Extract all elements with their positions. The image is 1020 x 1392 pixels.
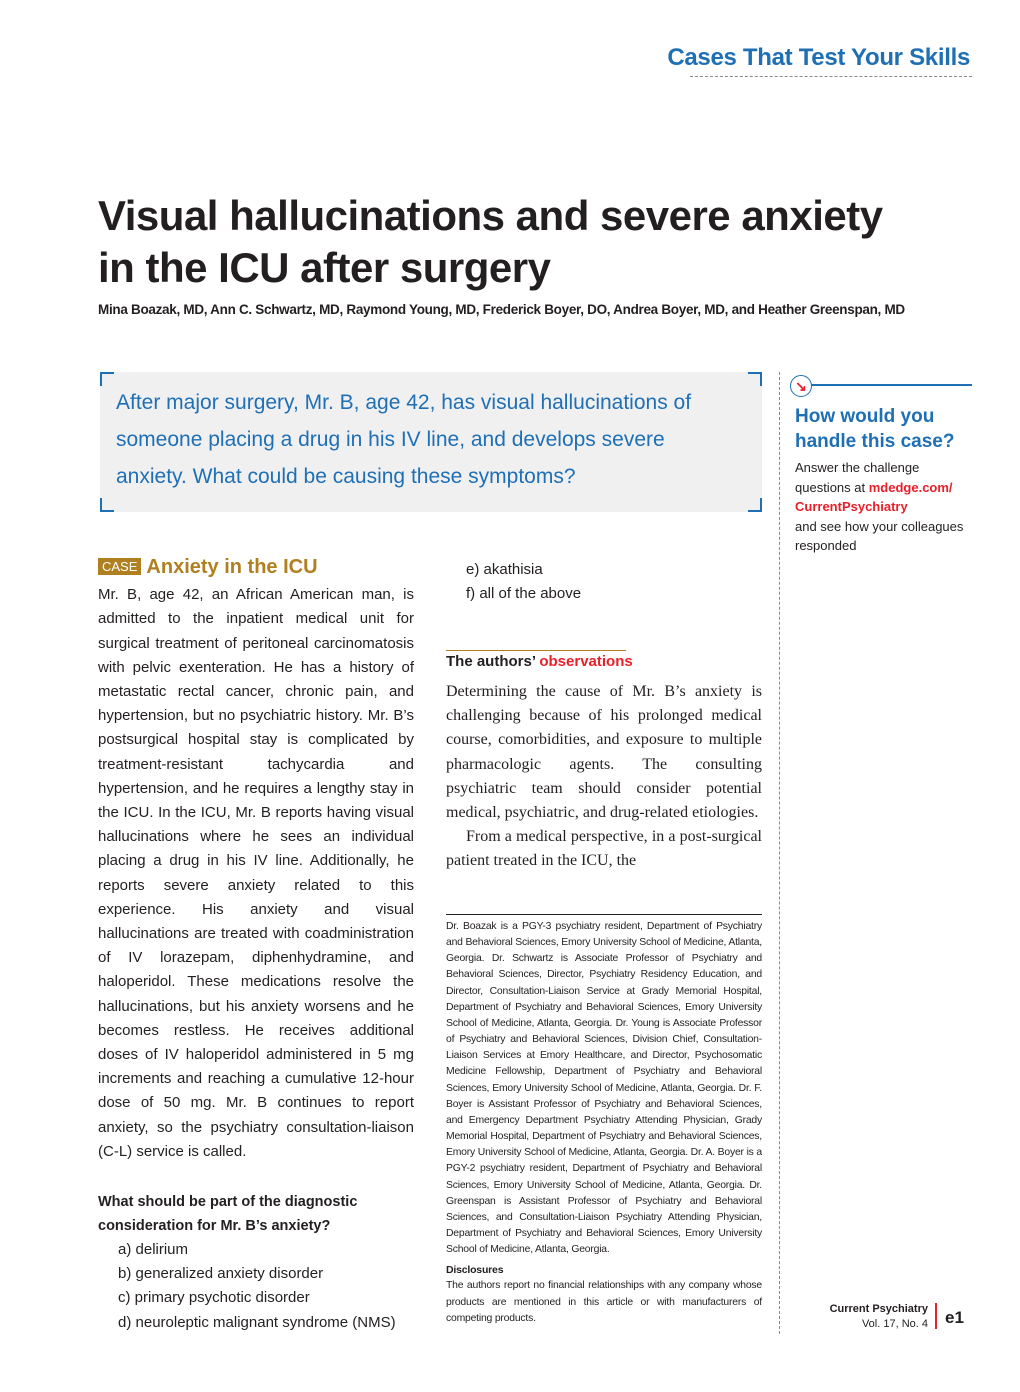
article-title <box>98 190 978 294</box>
sidebar-heading-line-2: handle this case? <box>795 431 955 452</box>
sidebar-link-cont[interactable]: CurrentPsychiatry <box>795 499 908 514</box>
section-divider <box>690 76 972 77</box>
sidebar-link[interactable]: mdedge.com/ <box>868 479 953 495</box>
case-heading <box>98 555 414 581</box>
corner-mark <box>100 372 114 386</box>
sidebar-heading-line-1: How would you <box>795 406 935 427</box>
section-label: Cases That Test Your Skills <box>667 44 970 71</box>
sidebar-heading <box>795 404 975 454</box>
case-tag: CASE <box>98 558 141 575</box>
arrow-icon: ↘ <box>790 375 812 397</box>
column-divider <box>779 372 780 1334</box>
option-c: c) primary psychotic disorder <box>118 1289 310 1307</box>
affiliations: Dr. Boazak is a PGY-3 psychiatry resident, Department of Psychiatry and Behavioral Sciences, Emory University School of Medicine, Atlanta, Georgia. Dr. Schwartz is Associate Professor of Psychiatry and Behavioral Sciences, Director, Psychiatry Residency Education, and Director, Consultation-Liaison Service at Grady Memorial Hospital, Department of Psychiatry and Behavioral Sciences, Emory University School of Medicine, Atlanta, Georgia. Dr. Young is Associate Professor of Psychiatry and Behavioral Sciences, Division Chief, Consultation-Liaison Services at Emory Healthcare, and Director, Psychosomatic Medicine Fellowship, Department of Psychiatry and Behavioral Sciences, Emory University School of Medicine, Atlanta, Georgia. Dr. F. Boyer is Assistant Professor of Psychiatry and Behavioral Sciences, and Emergency Department Psychiatry Attending Physician, Grady Memorial Hospital, Department of Psychiatry and Behavioral Sciences, Emory University School of Medicine, Atlanta, Georgia. Dr. A. Boyer is a PGY-2 psychiatry resident, Department of Psychiatry and Behavioral Sciences, Emory University School of Medicine, Atlanta, Georgia. Dr. Greenspan is Assistant Professor of Psychiatry and Behavioral Sciences, and Consultation-Liaison Psychiatry Attending Physician, Department of Psychiatry and Behavioral Sciences, Emory University School of Medicine, Atlanta, Georgia. <box>446 921 762 1256</box>
sidebar-text <box>795 458 975 556</box>
option-e: e) akathisia <box>466 561 543 578</box>
title-line-1: Visual hallucinations and severe anxiety <box>98 192 883 239</box>
observations-body <box>446 680 762 874</box>
case-title: Anxiety in the ICU <box>146 556 318 578</box>
title-line-2: in the ICU after surgery <box>98 244 551 291</box>
corner-mark <box>748 372 762 386</box>
page-number: e1 <box>945 1308 964 1327</box>
case-body: Mr. B, age 42, an African American man, is admitted to the inpatient medical unit for surgical treatment of peritoneal carcinomatosis with pelvic exenteration. He has a history of metastatic rectal cancer, chronic pain, and hypertension, but no psychiatric history. Mr. B’s postsurgical hospital stay is complicated by treatment-resistant tachycardia and hypertension, and he requires a lengthy stay in the ICU. In the ICU, Mr. B reports having visual hallucinations where he sees an individual placing a drug in his IV line. Additionally, he reports severe anxiety related to this experience. His anxiety and visual hallucinations are treated with coadministration of IV lorazepam, diphenhydramine, and haloperidol. These medications resolve the hallucinations, but his anxiety worsens and he becomes restless. He receives additional doses of IV haloperidol administered in 5 mg increments and reaching a cumulative 12-hour dose of 50 mg. Mr. B continues to report anxiety, so the psychiatry consultation-liaison (C-L) service is called. <box>98 586 414 1160</box>
question-text: What should be part of the diagnostic consideration for Mr. B’s anxiety? <box>98 1194 358 1234</box>
author-list: Mina Boazak, MD, Ann C. Schwartz, MD, Raymond Young, MD, Frederick Boyer, DO, Andrea Boyer, MD, and Heather Greenspan, MD <box>98 302 905 317</box>
footnote <box>446 919 762 1327</box>
corner-mark <box>100 498 114 512</box>
sidebar-rule <box>800 384 972 386</box>
option-f: f) all of the above <box>466 585 582 603</box>
teaser-box <box>100 372 762 512</box>
observations-heading-b: observations <box>539 653 633 670</box>
disclosures-heading: Disclosures <box>446 1264 504 1277</box>
option-list <box>98 1238 414 1335</box>
option-a: a) delirium <box>118 1241 189 1258</box>
case-section <box>98 555 414 1164</box>
observations-para-1: Determining the cause of Mr. B’s anxiety is challenging because of his prolonged medical course, comorbidities, and exposure to multiple pharmacologic agents. The consulting psychiatric team should consider potential medical, psychiatric, and drug-related etiologies. <box>446 683 762 822</box>
volume-info: Vol. 17, No. 4 <box>861 1318 928 1330</box>
disclosures-text: The authors report no financial relationships with any company whose products are mentioned in this article or with manufacturers of competing products. <box>446 1280 762 1324</box>
option-d: d) neuroleptic malignant syndrome (NMS) <box>118 1313 396 1331</box>
corner-mark <box>748 498 762 512</box>
sidebar-outro: and see how your colleagues responded <box>795 518 964 553</box>
observations-heading-a: The authors’ <box>446 653 536 670</box>
observations-heading <box>446 653 633 670</box>
observations-rule <box>446 650 626 651</box>
option-list-cont <box>446 558 746 606</box>
teaser-text: After major surgery, Mr. B, age 42, has visual hallucinations of someone placing a drug in his IV line, and develops severe anxiety. What could be causing these symptoms? <box>116 391 692 488</box>
footnote-rule <box>446 914 762 915</box>
option-b: b) generalized anxiety disorder <box>118 1265 324 1283</box>
question-block <box>98 1190 414 1335</box>
folio-divider <box>935 1303 937 1329</box>
sidebar-intro: Answer the challenge questions at <box>795 460 920 495</box>
journal-name: Current Psychiatry <box>829 1303 928 1315</box>
observations-para-2: From a medical perspective, in a post-surgical patient treated in the ICU, the <box>446 828 762 870</box>
